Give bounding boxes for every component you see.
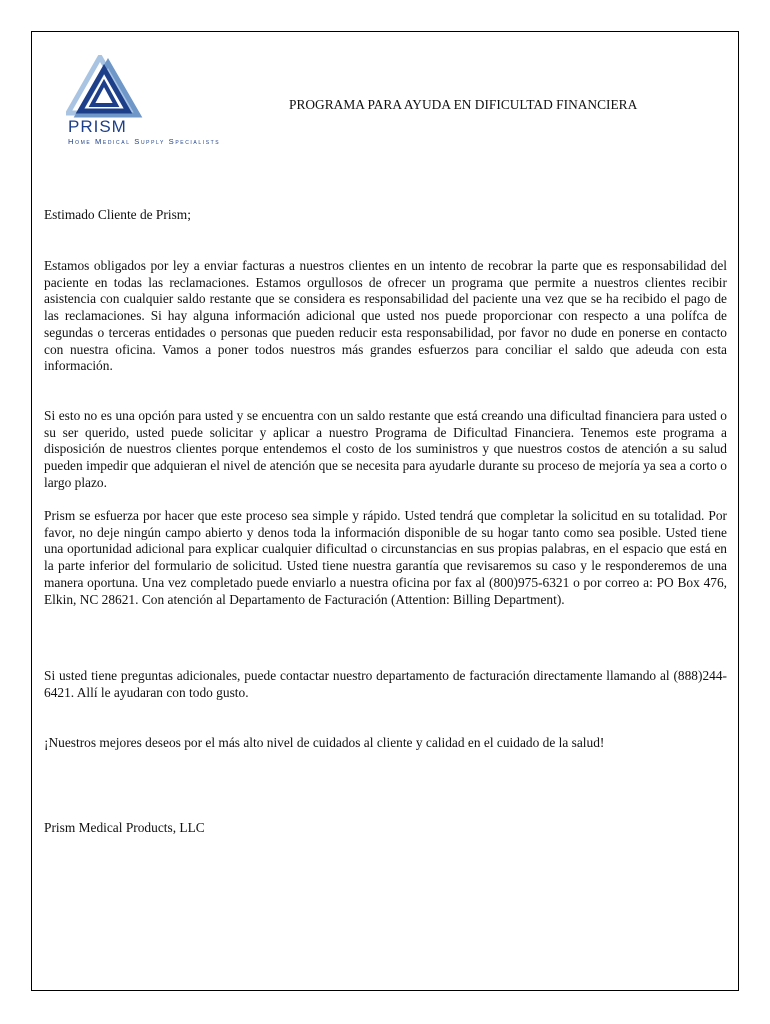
paragraph-3: Prism se esfuerza por hacer que este proceso sea simple y rápido. Usted tendrá que completar la solicitud en su totalidad. Por favor, no deje ningún campo abierto y denos toda la información disponible de su hogar tanto como sea posible. Usted tiene una oportunidad adicional para explicar cualquier dificultad o circunstancias en sus propias palabras, en el espacio que está en la parte inferior del formulario de solicitud. Usted tiene nuestra garantía que revisaremos su caso y le responderemos de una manera oportuna. Una vez completado puede enviarlo a nuestra oficina por fax al (800)975-6321 o por correo a: PO Box 476, Elkin, NC 28621. Con atención al Departamento de Facturación (Attention: Billing Department).	[44, 508, 727, 607]
document-title: PROGRAMA PARA AYUDA EN DIFICULTAD FINANCIERA	[289, 97, 638, 112]
logo-name: PRISM	[68, 117, 127, 136]
prism-triangle-icon	[66, 55, 146, 121]
paragraph-1: Estamos obligados por ley a enviar facturas a nuestros clientes en un intento de recobrar la parte que es responsabilidad del paciente en todas las reclamaciones. Estamos orgullosos de ofrecer un programa que permite a nuestros clientes recibir asistencia con cualquier saldo restante que se considera es responsabilidad del paciente una vez que se ha recibido el pago de las reclamaciones. Si hay alguna información adicional que usted nos puede proporcionar con respecto a una polífca de segundas o terceras entidades o personas que pueden reducir esta responsabilidad, por favor no dude en ponerse en contacto con nuestra oficina. Vamos a poner todos nuestros más grandes esfuerzos para conciliar el saldo que adeuda con esta información.	[44, 258, 727, 374]
paragraph-2: Si esto no es una opción para usted y se encuentra con un saldo restante que está creando una dificultad financiera para usted o su ser querido, usted puede solicitar y aplicar a nuestro Programa de Dificultad Financiera. Tenemos este programa a disposición de nuestros clientes porque entendemos el costo de los suministros y que nuestros costos de atención a su salud pueden impedir que adquieran el nivel de atención que se necesita para ayudarle durante su proceso de mejoría ya sea a corto o largo plazo.	[44, 408, 727, 490]
salutation: Estimado Cliente de Prism;	[44, 207, 191, 222]
closing-wish: ¡Nuestros mejores deseos por el más alto nivel de cuidados al cliente y calidad en el cuidado de la salud!	[44, 735, 605, 750]
logo-tagline: Home Medical Supply Specialists	[68, 137, 221, 146]
signature: Prism Medical Products, LLC	[44, 820, 205, 835]
paragraph-4: Si usted tiene preguntas adicionales, puede contactar nuestro departamento de facturación directamente llamando al (888)244-6421. Allí le ayudaran con todo gusto.	[44, 668, 727, 700]
prism-logo	[66, 55, 276, 150]
